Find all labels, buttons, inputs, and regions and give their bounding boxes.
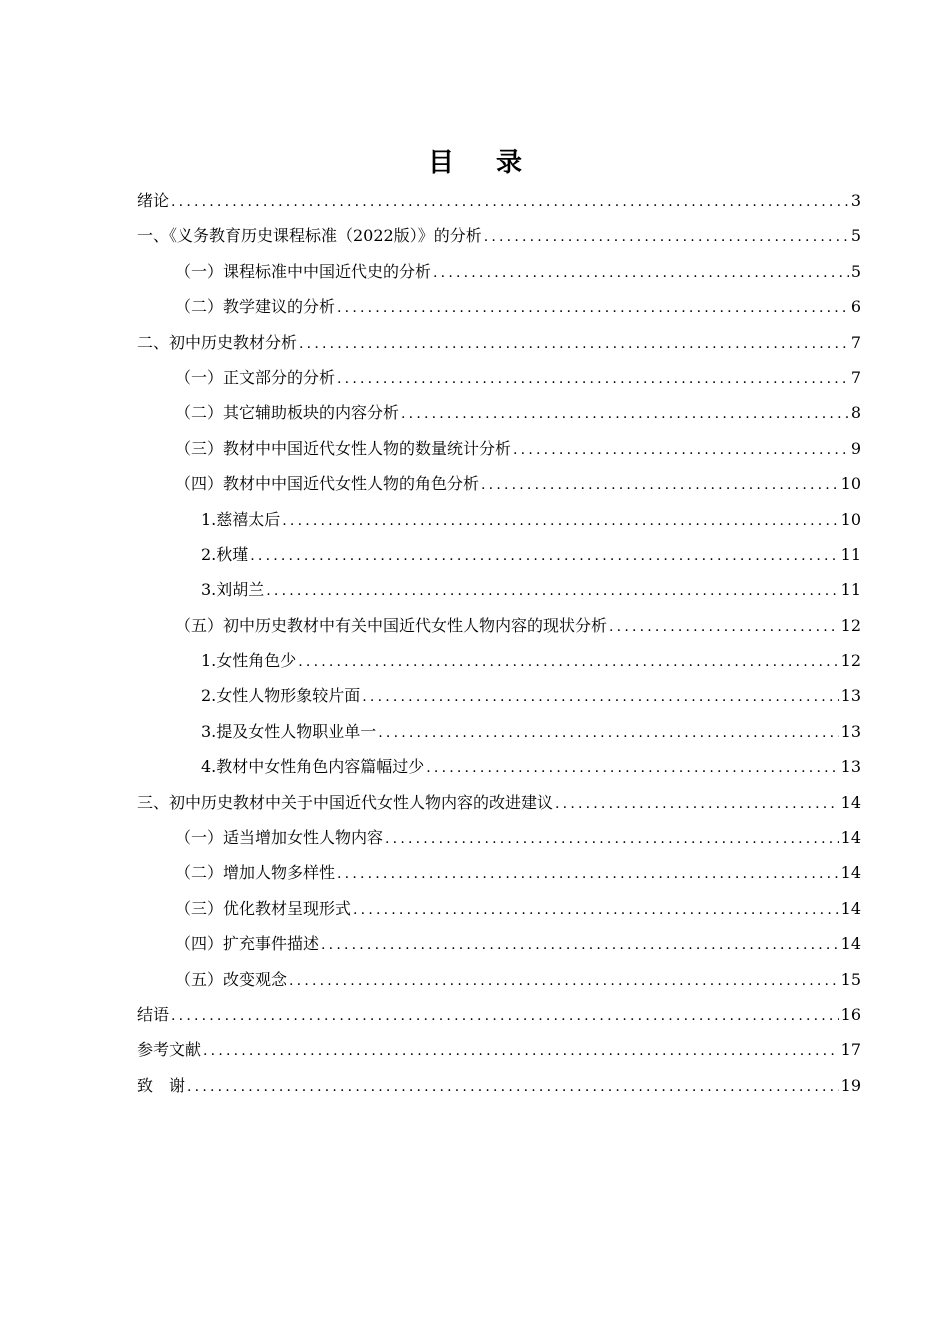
toc-entry[interactable]: [137, 964, 861, 999]
toc-entry-title: （二）增加人物多样性: [175, 863, 336, 883]
toc-entry-page-number: 5: [850, 226, 861, 246]
toc-entry-title: 2.秋瑾: [201, 544, 249, 564]
toc-entry-title: 3.提及女性人物职业单一: [201, 721, 377, 741]
toc-title-char-1: 目: [427, 148, 454, 178]
toc-entry-title: （五）初中历史教材中有关中国近代女性人物内容的现状分析: [175, 615, 608, 635]
toc-entry-title: （二）其它辅助板块的内容分析: [175, 403, 400, 423]
toc-leader-dots: [433, 258, 849, 289]
toc-leader-dots: [171, 1001, 839, 1032]
toc-leader-dots: [187, 1072, 839, 1103]
toc-entry-title: （四）扩充事件描述: [175, 934, 320, 954]
toc-entry[interactable]: [137, 291, 861, 326]
toc-leader-dots: [299, 329, 849, 360]
toc-entry-page-number: 7: [850, 367, 861, 387]
toc-entry-page-number: 13: [840, 757, 861, 777]
toc-entry-title: （一）正文部分的分析: [175, 367, 336, 387]
toc-entry-page-number: 14: [840, 898, 861, 918]
toc-entry-title: （三）教材中中国近代女性人物的数量统计分析: [175, 438, 512, 458]
toc-entry-page-number: 16: [840, 1004, 861, 1024]
toc-leader-dots: [337, 859, 839, 890]
toc-entry-page-number: 14: [840, 934, 861, 954]
toc-entry-title: 三、初中历史教材中关于中国近代女性人物内容的改进建议: [137, 792, 554, 812]
toc-entry[interactable]: [137, 645, 861, 680]
toc-entry[interactable]: [137, 822, 861, 857]
toc-entry[interactable]: [137, 256, 861, 291]
toc-leader-dots: [401, 399, 849, 430]
toc-leader-dots: [298, 647, 838, 678]
toc-entry[interactable]: [137, 220, 861, 255]
toc-list: [137, 185, 861, 1105]
toc-leader-dots: [289, 966, 839, 997]
toc-leader-dots: [555, 789, 839, 820]
toc-entry-title: （一）适当增加女性人物内容: [175, 828, 384, 848]
toc-entry[interactable]: [137, 1070, 861, 1105]
toc-entry-page-number: 17: [840, 1040, 861, 1060]
toc-entry[interactable]: [137, 893, 861, 928]
toc-entry-page-number: 19: [840, 1075, 861, 1095]
toc-leader-dots: [609, 612, 839, 643]
toc-leader-dots: [385, 824, 839, 855]
toc-entry-title: 3.刘胡兰: [201, 580, 265, 600]
toc-entry[interactable]: [137, 999, 861, 1034]
toc-entry[interactable]: [137, 327, 861, 362]
toc-entry[interactable]: [137, 468, 861, 503]
toc-leader-dots: [171, 187, 849, 218]
toc-entry-page-number: 9: [850, 438, 861, 458]
toc-leader-dots: [266, 576, 838, 607]
toc-entry[interactable]: [137, 574, 861, 609]
toc-entry-page-number: 14: [840, 828, 861, 848]
toc-entry[interactable]: [137, 433, 861, 468]
toc-entry-title: （四）教材中中国近代女性人物的角色分析: [175, 474, 480, 494]
toc-leader-dots: [426, 753, 838, 784]
toc-leader-dots: [250, 541, 838, 572]
toc-entry-title: 参考文献: [137, 1040, 202, 1060]
toc-entry[interactable]: [137, 539, 861, 574]
toc-entry-title: 一、《义务教育历史课程标准（2022版）》的分析: [137, 226, 482, 246]
toc-entry-page-number: 15: [840, 969, 861, 989]
toc-entry-page-number: 14: [840, 863, 861, 883]
toc-leader-dots: [282, 506, 838, 537]
toc-entry[interactable]: [137, 1034, 861, 1069]
toc-entry[interactable]: [137, 610, 861, 645]
toc-entry-title: 2.女性人物形象较片面: [201, 686, 361, 706]
toc-leader-dots: [203, 1036, 839, 1067]
toc-title-char-2: 录: [496, 148, 523, 178]
toc-entry[interactable]: [137, 680, 861, 715]
toc-entry[interactable]: [137, 504, 861, 539]
toc-entry-page-number: 13: [840, 686, 861, 706]
toc-entry-page-number: 6: [850, 297, 861, 317]
toc-entry-page-number: 12: [840, 615, 861, 635]
toc-entry-page-number: 13: [840, 721, 861, 741]
toc-entry-page-number: 10: [840, 509, 861, 529]
toc-leader-dots: [481, 470, 839, 501]
toc-entry-title: 致 谢: [137, 1075, 186, 1095]
toc-leader-dots: [378, 718, 838, 749]
toc-entry-title: 二、初中历史教材分析: [137, 332, 298, 352]
toc-entry-title: 1.女性角色少: [201, 651, 297, 671]
toc-title: [0, 146, 950, 180]
toc-entry-page-number: 8: [850, 403, 861, 423]
toc-entry[interactable]: [137, 787, 861, 822]
toc-entry-page-number: 7: [850, 332, 861, 352]
toc-leader-dots: [321, 930, 839, 961]
toc-entry-page-number: 11: [840, 580, 861, 600]
toc-leader-dots: [337, 293, 849, 324]
toc-entry-page-number: 14: [840, 792, 861, 812]
toc-entry[interactable]: [137, 928, 861, 963]
toc-entry-title: 4.教材中女性角色内容篇幅过少: [201, 757, 425, 777]
toc-leader-dots: [337, 364, 849, 395]
toc-entry-page-number: 3: [850, 191, 861, 210]
toc-entry[interactable]: [137, 185, 861, 220]
toc-leader-dots: [513, 435, 849, 466]
toc-entry-title: （三）优化教材呈现形式: [175, 898, 352, 918]
toc-entry-page-number: 12: [840, 651, 861, 671]
toc-leader-dots: [362, 682, 838, 713]
toc-entry-page-number: 11: [840, 544, 861, 564]
toc-entry[interactable]: [137, 857, 861, 892]
toc-entry-title: 绪论: [137, 191, 170, 210]
toc-entry[interactable]: [137, 397, 861, 432]
toc-entry-page-number: 5: [850, 261, 861, 281]
toc-entry-title: 结语: [137, 1004, 170, 1024]
toc-entry[interactable]: [137, 716, 861, 751]
toc-leader-dots: [484, 222, 849, 253]
toc-entry-title: （一）课程标准中中国近代史的分析: [175, 261, 432, 281]
toc-leader-dots: [353, 895, 839, 926]
toc-entry[interactable]: [137, 362, 861, 397]
toc-entry-title: （五）改变观念: [175, 969, 288, 989]
toc-entry-page-number: 10: [840, 474, 861, 494]
toc-entry-title: 1.慈禧太后: [201, 509, 281, 529]
toc-entry-title: （二）教学建议的分析: [175, 297, 336, 317]
toc-entry[interactable]: [137, 751, 861, 786]
